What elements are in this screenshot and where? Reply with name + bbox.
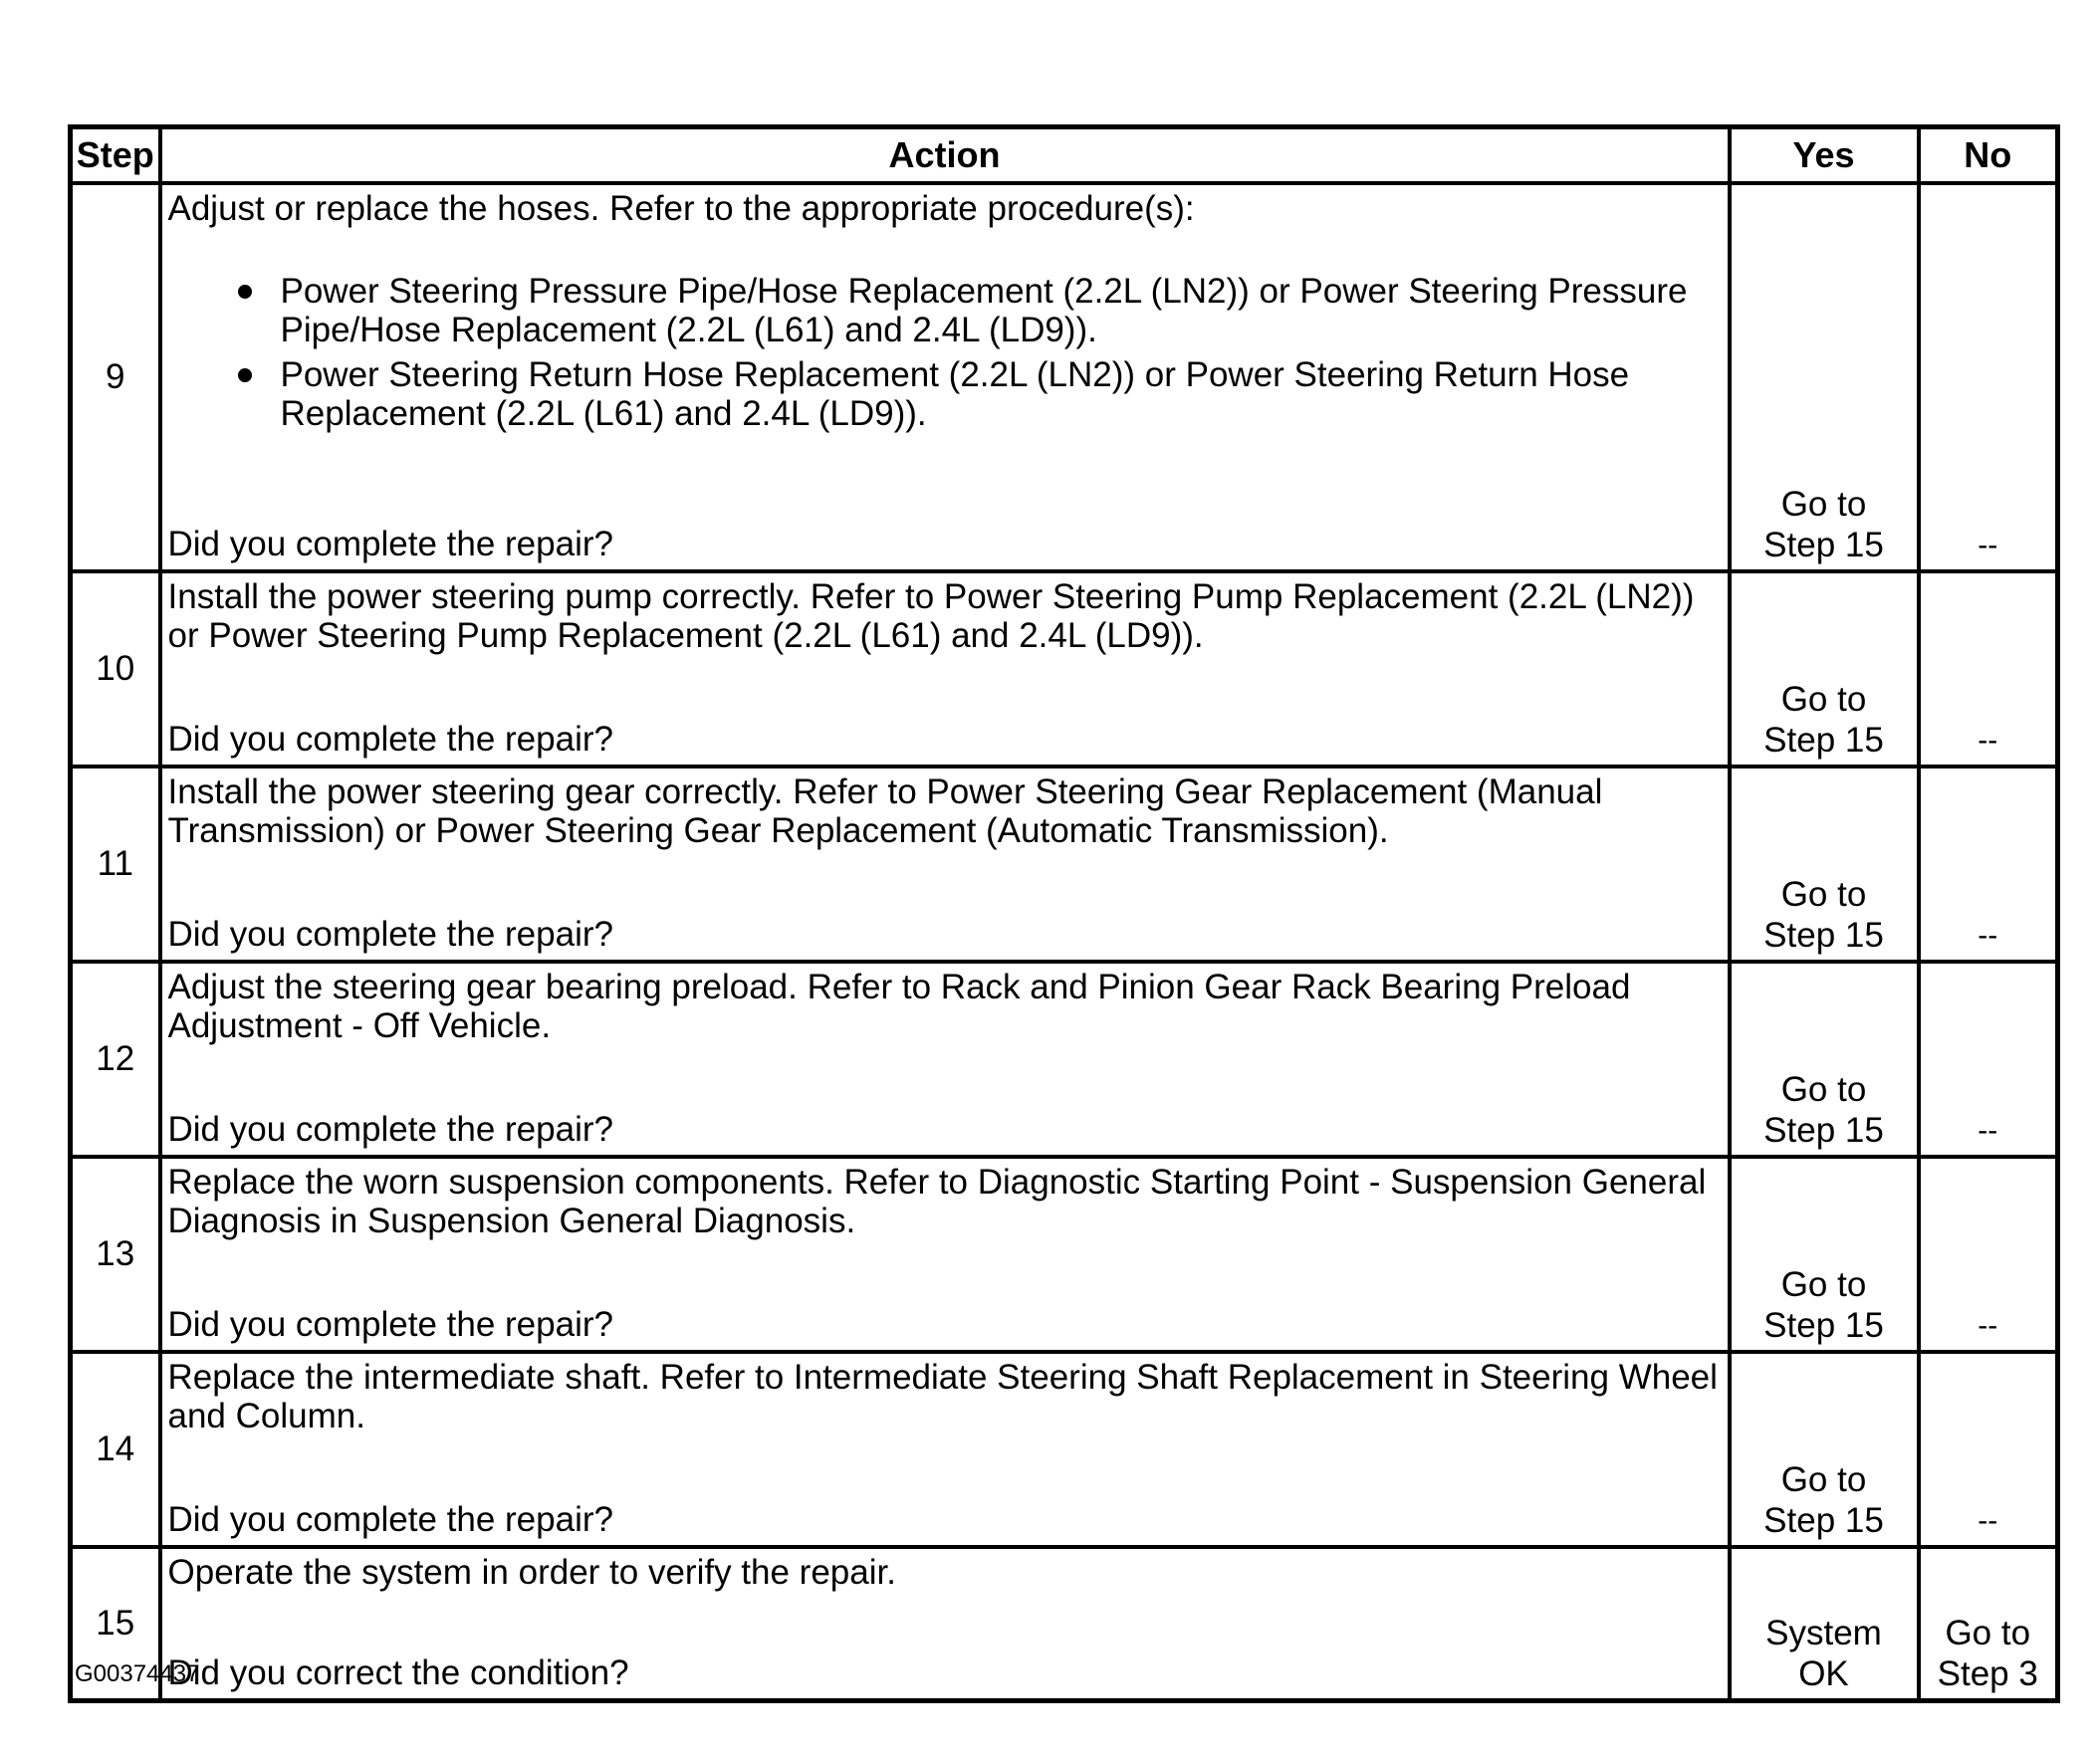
list-item	[168, 355, 1720, 433]
yes-text-line1: Go to	[1780, 680, 1867, 719]
yes-text-line1: Go to	[1780, 485, 1867, 524]
yes-text-line2: Step 15	[1763, 1111, 1884, 1150]
action-instruction: Adjust or replace the hoses. Refer to the appropriate procedure(s):	[167, 189, 1195, 228]
no-cell	[1919, 1547, 2058, 1701]
action-instruction: Replace the worn suspension components. Refer to Diagnostic Starting Point - Suspension General Diagnosis in Suspension General Diagnosis.	[167, 1163, 1707, 1240]
yes-text-line2: Step 15	[1763, 916, 1884, 955]
yes-cell	[1730, 1352, 1919, 1547]
header-action: Action	[160, 127, 1730, 184]
action-instruction: Replace the intermediate shaft. Refer to Intermediate Steering Shaft Replacement in Steering Wheel and Column.	[167, 1358, 1718, 1435]
no-text: --	[1978, 919, 1998, 952]
no-text-line1: Go to	[1945, 1614, 2031, 1652]
table-row	[71, 1157, 2058, 1352]
table-row	[71, 1547, 2058, 1701]
table-row	[71, 571, 2058, 767]
no-cell	[1919, 767, 2058, 962]
step-number: 15	[71, 1547, 160, 1701]
no-text: --	[1978, 1504, 1998, 1537]
yes-cell	[1730, 183, 1919, 571]
action-instruction: Install the power steering pump correctly. Refer to Power Steering Pump Replacement (2.2L (LN2)) or Power Steering Pump Replacement (2.2L (L61) and 2.4L (LD9)).	[167, 577, 1695, 655]
action-cell	[160, 1547, 1730, 1701]
action-instruction: Operate the system in order to verify the repair.	[167, 1553, 896, 1592]
yes-text-line1: Go to	[1780, 875, 1867, 914]
yes-text-line2: Step 15	[1763, 1501, 1884, 1540]
procedure-list	[168, 272, 1720, 433]
header-yes: Yes	[1730, 127, 1919, 184]
action-question: Did you complete the repair?	[167, 720, 613, 759]
yes-cell	[1730, 767, 1919, 962]
no-cell	[1919, 1352, 2058, 1547]
step-number: 9	[71, 183, 160, 571]
yes-text-line1: Go to	[1780, 1265, 1867, 1304]
list-item	[168, 272, 1720, 349]
bullet-icon	[238, 285, 252, 299]
no-cell	[1919, 962, 2058, 1157]
yes-text-line2: OK	[1798, 1654, 1849, 1693]
step-number: 10	[71, 571, 160, 767]
header-no: No	[1919, 127, 2058, 184]
no-text: --	[1978, 1114, 1998, 1147]
no-text: --	[1978, 724, 1998, 757]
action-cell	[160, 1157, 1730, 1352]
action-cell	[160, 1352, 1730, 1547]
yes-text-line1: Go to	[1780, 1460, 1867, 1499]
yes-text-line2: Step 15	[1763, 721, 1884, 760]
no-cell	[1919, 1157, 2058, 1352]
action-question: Did you correct the condition?	[167, 1653, 629, 1692]
action-cell	[160, 767, 1730, 962]
procedure-text: Power Steering Pressure Pipe/Hose Replacement (2.2L (LN2)) or Power Steering Pressure Pipe/Hose Replacement (2.2L (L61) and 2.4L (LD9)).	[280, 272, 1688, 349]
action-question: Did you complete the repair?	[167, 525, 613, 563]
yes-cell	[1730, 571, 1919, 767]
no-text: --	[1978, 529, 1998, 561]
action-instruction: Install the power steering gear correctly. Refer to Power Steering Gear Replacement (Manual Transmission) or Power Steering Gear Replacement (Automatic Transmission).	[167, 772, 1603, 850]
yes-text-line2: Step 15	[1763, 1306, 1884, 1345]
procedure-text: Power Steering Return Hose Replacement (2.2L (LN2)) or Power Steering Return Hose Replacement (2.2L (L61) and 2.4L (LD9)).	[280, 355, 1630, 433]
yes-cell	[1730, 962, 1919, 1157]
bullet-icon	[238, 368, 252, 382]
action-question: Did you complete the repair?	[167, 915, 613, 954]
no-text-line2: Step 3	[1937, 1654, 2038, 1693]
yes-cell	[1730, 1547, 1919, 1701]
no-cell	[1919, 183, 2058, 571]
action-question: Did you complete the repair?	[167, 1305, 613, 1344]
yes-text-line1: Go to	[1780, 1070, 1867, 1109]
step-number: 13	[71, 1157, 160, 1352]
table-row	[71, 1352, 2058, 1547]
action-cell	[160, 183, 1730, 571]
diagnostic-table	[68, 124, 2060, 1703]
action-question: Did you complete the repair?	[167, 1500, 613, 1539]
action-question: Did you complete the repair?	[167, 1110, 613, 1149]
table-row	[71, 767, 2058, 962]
figure-code: G00374437	[75, 1660, 200, 1687]
table-row	[71, 962, 2058, 1157]
table-header-row	[71, 127, 2058, 184]
no-cell	[1919, 571, 2058, 767]
yes-cell	[1730, 1157, 1919, 1352]
action-cell	[160, 962, 1730, 1157]
action-instruction: Adjust the steering gear bearing preload. Refer to Rack and Pinion Gear Rack Bearing Preload Adjustment - Off Vehicle.	[167, 968, 1631, 1045]
table-row	[71, 183, 2058, 571]
no-text: --	[1978, 1309, 1998, 1342]
yes-text-line2: Step 15	[1763, 526, 1884, 564]
step-number: 11	[71, 767, 160, 962]
header-step: Step	[71, 127, 160, 184]
yes-text-line1: System	[1765, 1614, 1882, 1652]
action-cell	[160, 571, 1730, 767]
step-number: 12	[71, 962, 160, 1157]
step-number: 14	[71, 1352, 160, 1547]
